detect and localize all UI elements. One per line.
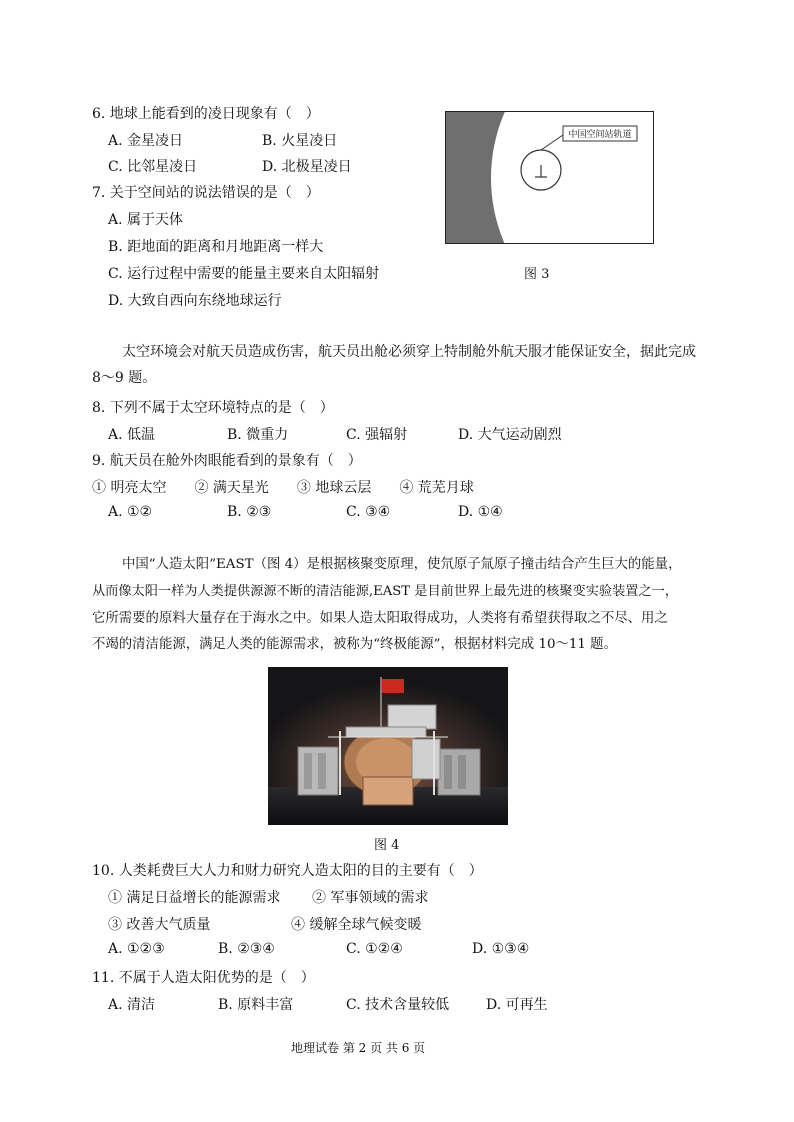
figure-3-orbit-diagram: [445, 111, 654, 244]
orbit-label: 中国空间站轨道: [568, 130, 632, 140]
q8-option-c: C. 强辐射: [346, 427, 408, 443]
passage2-line4: 不竭的清洁能源，满足人类的能源需求，被称为“终极能源”，根据材料完成 10～11 题。: [92, 637, 617, 652]
q7-option-d: D. 大致自西向东绕地球运行: [108, 293, 282, 309]
q7-stem: 7. 关于空间站的说法错误的是（ ）: [92, 185, 320, 201]
q11-option-d: D. 可再生: [486, 997, 548, 1013]
q9-option-b: B. ②③: [227, 504, 272, 520]
q8-option-d: D. 大气运动剧烈: [458, 427, 562, 443]
passage2-line1: 中国“人造太阳”EAST（图 4）是根据核聚变原理，使氘原子氚原子撞击结合产生巨大的能量，: [122, 557, 682, 572]
q11-option-a: A. 清洁: [108, 997, 156, 1013]
q6-stem: 6. 地球上能看到的凌日现象有（ ）: [92, 106, 320, 122]
q11-stem: 11. 不属于人造太阳优势的是（ ）: [92, 970, 315, 986]
q10-item-3: ③ 改善大气质量: [108, 917, 211, 933]
passage1-line2: 8～9 题。: [92, 370, 157, 386]
passage2-line2: 从而像太阳一样为人类提供源源不断的清洁能源,EAST 是目前世界上最先进的核聚变实验装置之一，: [92, 584, 679, 599]
passage2-line3: 它所需要的原料大量存在于海水之中。如果人造太阳取得成功，人类将有希望获得取之不尽、用之: [92, 611, 668, 626]
q6-option-c: C. 比邻星凌日: [108, 159, 198, 175]
q8-option-a: A. 低温: [108, 427, 156, 443]
top-frame: [388, 705, 436, 729]
figure-4-east-photo: [268, 667, 508, 825]
orbit-diagram-svg: [446, 112, 654, 244]
q6-option-d: D. 北极星凌日: [262, 159, 352, 175]
q10-item-1: ① 满足日益增长的能源需求: [108, 890, 281, 906]
q10-item-2: ② 军事领域的需求: [312, 890, 429, 906]
figure-3-caption: 图 3: [524, 267, 550, 282]
q9-stem: 9. 航天员在舱外肉眼能看到的景象有（ ）: [92, 453, 362, 469]
q9-items: ① 明亮太空 ② 满天星光 ③ 地球云层 ④ 荒芜月球: [92, 480, 474, 496]
q9-option-a: A. ①②: [108, 504, 153, 520]
q10-option-c: C. ①②④: [346, 941, 403, 957]
q7-option-b: B. 距地面的距离和月地距离一样大: [108, 239, 324, 255]
q9-option-d: D. ①④: [458, 504, 503, 520]
vessel-base: [363, 777, 413, 805]
q10-option-b: B. ②③④: [218, 941, 275, 957]
q7-option-a: A. 属于天体: [108, 212, 184, 228]
q8-stem: 8. 下列不属于太空环境特点的是（ ）: [92, 400, 334, 416]
page-footer: 地理试卷 第 2 页 共 6 页: [291, 1041, 426, 1055]
q10-option-d: D. ①③④: [472, 941, 530, 957]
side-equipment: [412, 739, 440, 779]
q10-option-a: A. ①②③: [108, 941, 165, 957]
q11-option-b: B. 原料丰富: [218, 997, 294, 1013]
q9-option-c: C. ③④: [346, 504, 391, 520]
q8-option-b: B. 微重力: [227, 427, 289, 443]
passage1-line1: 太空环境会对航天员造成伤害，航天员出舱必须穿上特制舱外航天服才能保证安全，据此完成: [122, 344, 696, 360]
china-flag: [382, 679, 404, 693]
q6-option-a: A. 金星凌日: [108, 133, 184, 149]
figure-4-caption: 图 4: [374, 838, 400, 853]
q10-item-4: ④ 缓解全球气候变暖: [291, 917, 422, 933]
q10-stem: 10. 人类耗费巨大人力和财力研究人造太阳的目的主要有（ ）: [92, 863, 483, 879]
q6-option-b: B. 火星凌日: [262, 133, 338, 149]
q7-option-c: C. 运行过程中需要的能量主要来自太阳辐射: [108, 266, 380, 282]
east-device-illustration: [268, 667, 508, 825]
q11-option-c: C. 技术含量较低: [346, 997, 450, 1013]
